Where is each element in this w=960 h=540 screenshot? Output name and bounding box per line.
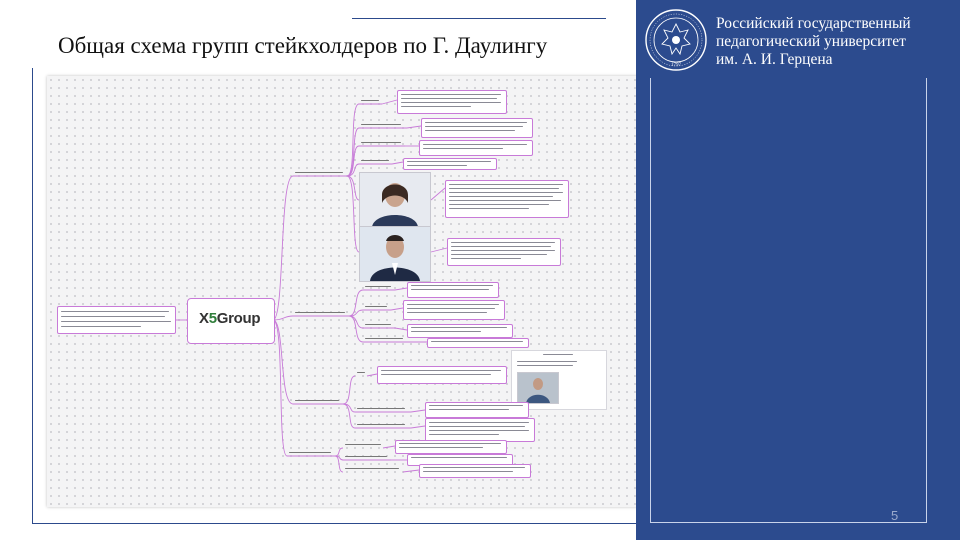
university-name-line3: им. А. И. Герцена: [716, 51, 833, 68]
stakeholder-mindmap: [47, 76, 665, 507]
person-photo: [359, 172, 431, 228]
x5-group-logo: X5Group: [199, 310, 261, 327]
mindmap-leaf: [421, 118, 533, 138]
frame-bottom-line: [32, 523, 636, 524]
page-title: Общая схема групп стейкхолдеров по Г. Даулингу: [58, 33, 548, 58]
mindmap-leaf: [403, 300, 505, 320]
frame-left-line: [32, 68, 33, 524]
university-seal-icon: [644, 8, 708, 72]
university-name-line2: педагогический университет: [716, 33, 906, 50]
person-photo: [359, 226, 431, 282]
mindmap-leaf: [403, 158, 497, 170]
mindmap-leaf: [445, 180, 569, 218]
university-name-line1: Российский государственный: [716, 15, 911, 32]
university-name: [716, 15, 911, 69]
page-number: 5: [891, 508, 899, 523]
svg-text:1797: 1797: [671, 63, 681, 68]
title-rule: [352, 18, 606, 19]
preview-photo: [517, 372, 559, 404]
mindmap-connectors: [47, 76, 665, 507]
panel-frame: [650, 78, 927, 523]
mindmap-leaf: [427, 338, 529, 348]
panel-frame-left: [650, 78, 651, 522]
